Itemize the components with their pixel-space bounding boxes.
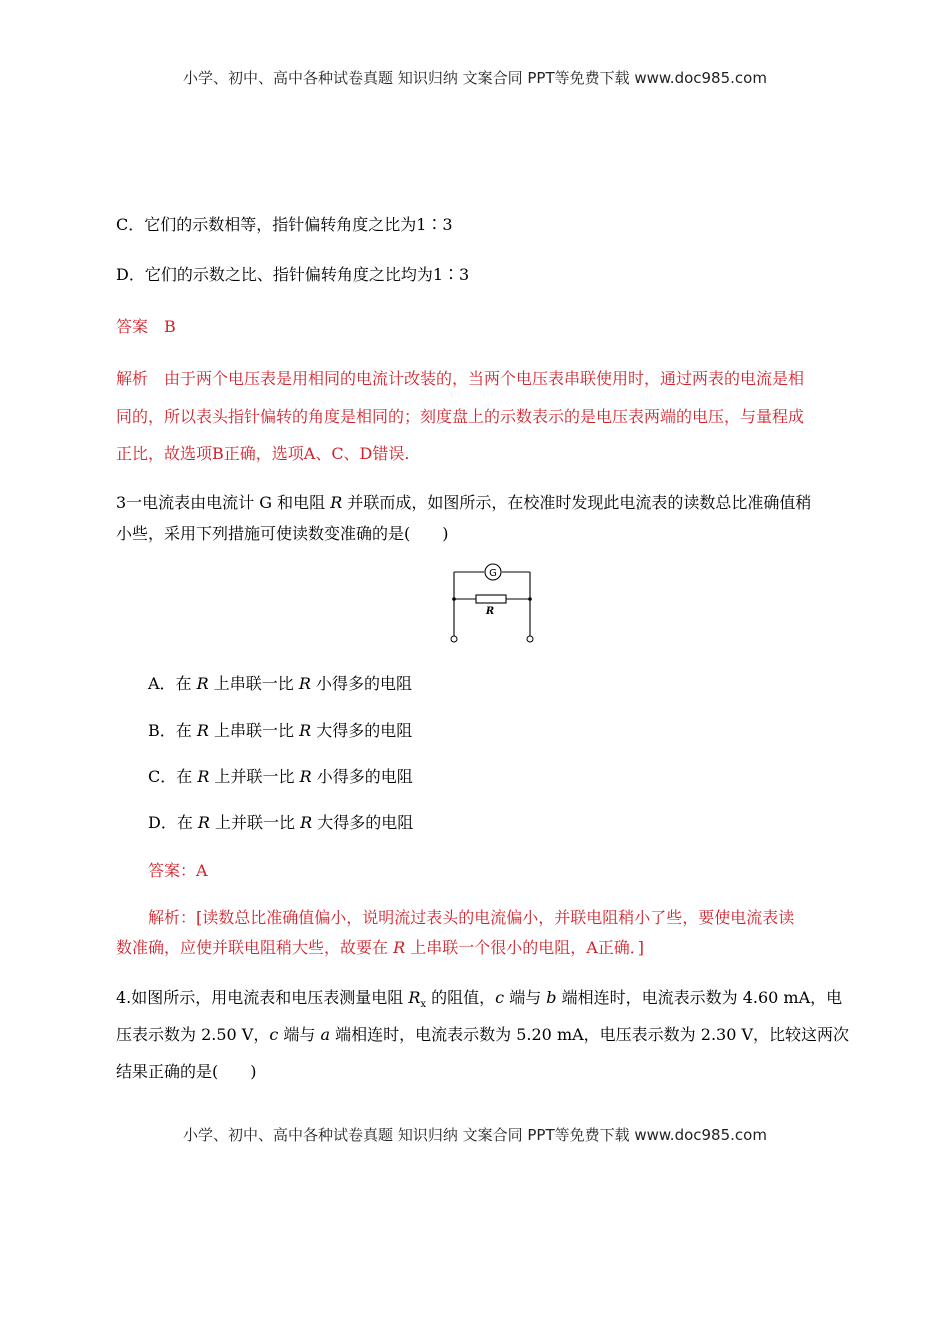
var-c: c: [269, 1025, 279, 1044]
analysis-text: 上串联一个很小的电阻，A正确．]: [405, 938, 645, 957]
var-a: a: [320, 1025, 331, 1044]
q2-analysis-line-1: 解析 由于两个电压表是用相同的电流计改装的，当两个电压表串联使用时，通过两表的电流是相: [116, 369, 805, 388]
opt-text: 上串联一比: [208, 674, 299, 693]
q3-analysis-line-1: 解析：[读数总比准确值偏小，说明流过表头的电流偏小，并联电阻稍小了些，要使电流表读: [148, 908, 795, 927]
page-header: 小学、初中、高中各种试卷真题 知识归纳 文案合同 PPT等免费下载 www.doc985.com: [183, 69, 767, 87]
q2-analysis-line-2: 同的，所以表头指针偏转的角度是相同的；刻度盘上的示数表示的是电压表两端的电压，与量程成: [116, 407, 805, 426]
terminal-left: [451, 636, 457, 642]
q4-stem-line-2: [116, 1022, 849, 1045]
q3-option-a: [148, 671, 412, 694]
svg-text:G: G: [489, 568, 497, 579]
q2-option-c: C．它们的示数相等，指针偏转角度之比为1∶3: [116, 215, 453, 234]
var-r: R: [196, 721, 209, 740]
q4-text: 端与: [278, 1025, 321, 1044]
var-r: R: [196, 674, 209, 693]
q3-option-d: [148, 810, 413, 833]
terminal-right: [527, 636, 533, 642]
var-c: c: [495, 988, 505, 1007]
q4-text: 端与: [504, 988, 547, 1007]
q3-option-b: [148, 718, 412, 741]
galvanometer-icon: [485, 564, 501, 580]
q2-answer: 答案 B: [116, 317, 176, 336]
circuit-diagram: [446, 562, 540, 644]
q4-text: 的阻值，: [426, 988, 496, 1007]
var-b: b: [546, 988, 557, 1007]
q3-stem-line-1: [116, 490, 811, 513]
opt-text: C．在: [148, 767, 198, 786]
q4-text: 压表示数为 2.50 V，: [116, 1025, 270, 1044]
var-rx: R: [408, 988, 421, 1007]
q3-stem-text-a: 3一电流表由电流计 G 和电阻: [116, 493, 331, 512]
q3-option-c: [148, 764, 413, 787]
opt-text: A．在: [148, 674, 197, 693]
analysis-text: 数准确，应使并联电阻稍大些，故要在: [116, 938, 394, 957]
opt-text: 大得多的电阻: [311, 721, 413, 740]
var-r: R: [298, 674, 311, 693]
opt-text: B．在: [148, 721, 197, 740]
var-r: R: [393, 938, 406, 957]
var-r: R: [197, 813, 210, 832]
q3-answer: 答案：A: [148, 861, 208, 880]
svg-text:R: R: [485, 606, 495, 617]
opt-text: 小得多的电阻: [311, 767, 413, 786]
var-r: R: [197, 767, 210, 786]
opt-text: 小得多的电阻: [310, 674, 413, 693]
q4-stem-line-3: 结果正确的是( ): [116, 1062, 257, 1081]
q3-analysis-line-2: [116, 935, 644, 958]
q4-text: 端相连时，电流表示数为 4.60 mA，电: [556, 988, 843, 1007]
q3-stem-line-2: 小些，采用下列措施可使读数变准确的是( ): [116, 524, 449, 543]
q2-option-d: D．它们的示数之比、指针偏转角度之比均为1∶3: [116, 265, 470, 284]
junction-dot-right: [528, 597, 532, 601]
opt-text: 上串联一比: [208, 721, 300, 740]
opt-text: 上并联一比: [209, 813, 301, 832]
q3-stem-text-b: 并联而成，如图所示，在校准时发现此电流表的读数总比准确值稍: [342, 493, 812, 512]
q2-analysis-line-3: 正比，故选项B正确，选项A、C、D错误.: [116, 444, 410, 463]
page-footer: 小学、初中、高中各种试卷真题 知识归纳 文案合同 PPT等免费下载 www.doc985.com: [183, 1126, 767, 1144]
opt-text: D．在: [148, 813, 198, 832]
var-r: R: [299, 721, 312, 740]
q4-text: 4.如图所示，用电流表和电压表测量电阻: [116, 988, 409, 1007]
opt-text: 上并联一比: [209, 767, 300, 786]
var-r: R: [330, 493, 343, 512]
q4-text: 端相连时，电流表示数为 5.20 mA，电压表示数为 2.30 V，比较这两次: [330, 1025, 850, 1044]
var-r: R: [300, 813, 313, 832]
var-r: R: [299, 767, 312, 786]
resistor-icon: [476, 595, 506, 617]
var-rx-subscript: x: [420, 999, 427, 1011]
q4-stem-line-1: [116, 985, 842, 1010]
junction-dot-left: [452, 597, 456, 601]
opt-text: 大得多的电阻: [312, 813, 414, 832]
